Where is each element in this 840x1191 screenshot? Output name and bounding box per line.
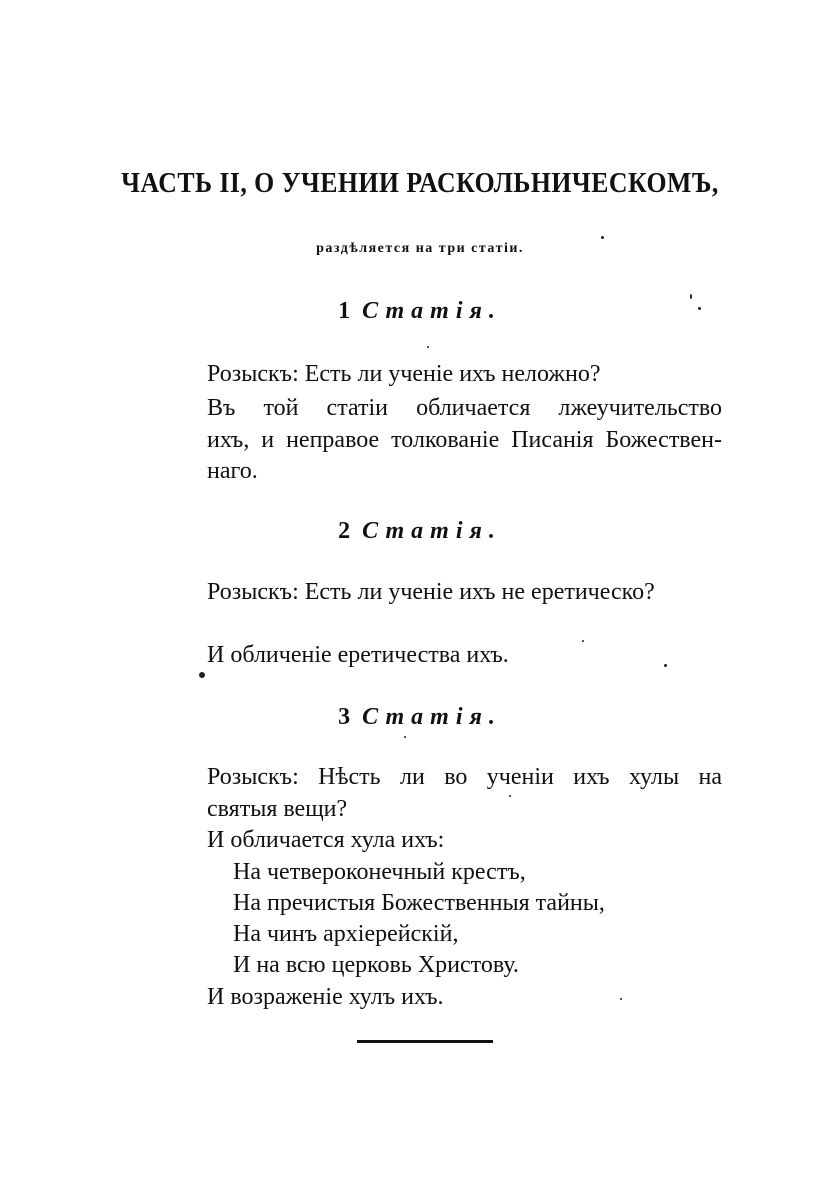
section-3-text-line: святыя вещи? [207, 796, 348, 822]
section-3-list-item: И на всю церковь Христову. [233, 952, 519, 978]
section-number: 2 [338, 518, 351, 544]
closing-rule [357, 1040, 493, 1043]
scan-speck [620, 998, 622, 1000]
section-1-text-line: Въ той статiи обличается лжеучительство [207, 395, 722, 421]
part-title: ЧАСТЬ II, О УЧЕНИИ РАСКОЛЬНИЧЕСКОМЪ, [121, 168, 719, 199]
scan-speck [582, 640, 584, 642]
section-label: Статiя. [362, 298, 502, 324]
scan-speck [427, 346, 429, 348]
section-3-heading [0, 704, 840, 731]
scan-speck [404, 736, 406, 738]
section-3-question: Розыскъ: Нѣсть ли во ученiи ихъ хулы на [207, 764, 722, 790]
section-label: Статiя. [362, 518, 502, 544]
section-number: 3 [338, 704, 351, 730]
section-3-text-line: И обличается хула ихъ: [207, 827, 445, 853]
scan-speck [698, 307, 701, 310]
section-1-heading [0, 298, 840, 325]
scan-speck [199, 672, 205, 678]
scan-speck [509, 795, 511, 797]
section-3-text-line: И возраженiе хулъ ихъ. [207, 984, 444, 1010]
scan-speck [690, 294, 692, 299]
section-label: Статiя. [362, 704, 502, 730]
section-1-text-line: ихъ, и неправое толкованiе Писанiя Божествен- [207, 427, 722, 453]
scan-speck [601, 236, 604, 239]
section-2-question: Розыскъ: Есть ли ученiе ихъ не еретическо? [207, 579, 655, 605]
section-2-heading [0, 518, 840, 545]
section-3-list-item: На пречистыя Божественныя тайны, [233, 890, 605, 916]
section-2-text-line: И обличенiе еретичества ихъ. [207, 642, 509, 668]
part-subtitle: раздѣляется на три статiи. [316, 241, 524, 256]
section-1-text-line: наго. [207, 458, 258, 484]
section-3-list-item: На четвероконечный крестъ, [233, 859, 526, 885]
section-number: 1 [338, 298, 351, 324]
scan-speck [664, 664, 667, 667]
section-1-question: Розыскъ: Есть ли ученiе ихъ неложно? [207, 361, 601, 387]
section-3-list-item: На чинъ архiерейскiй, [233, 921, 459, 947]
